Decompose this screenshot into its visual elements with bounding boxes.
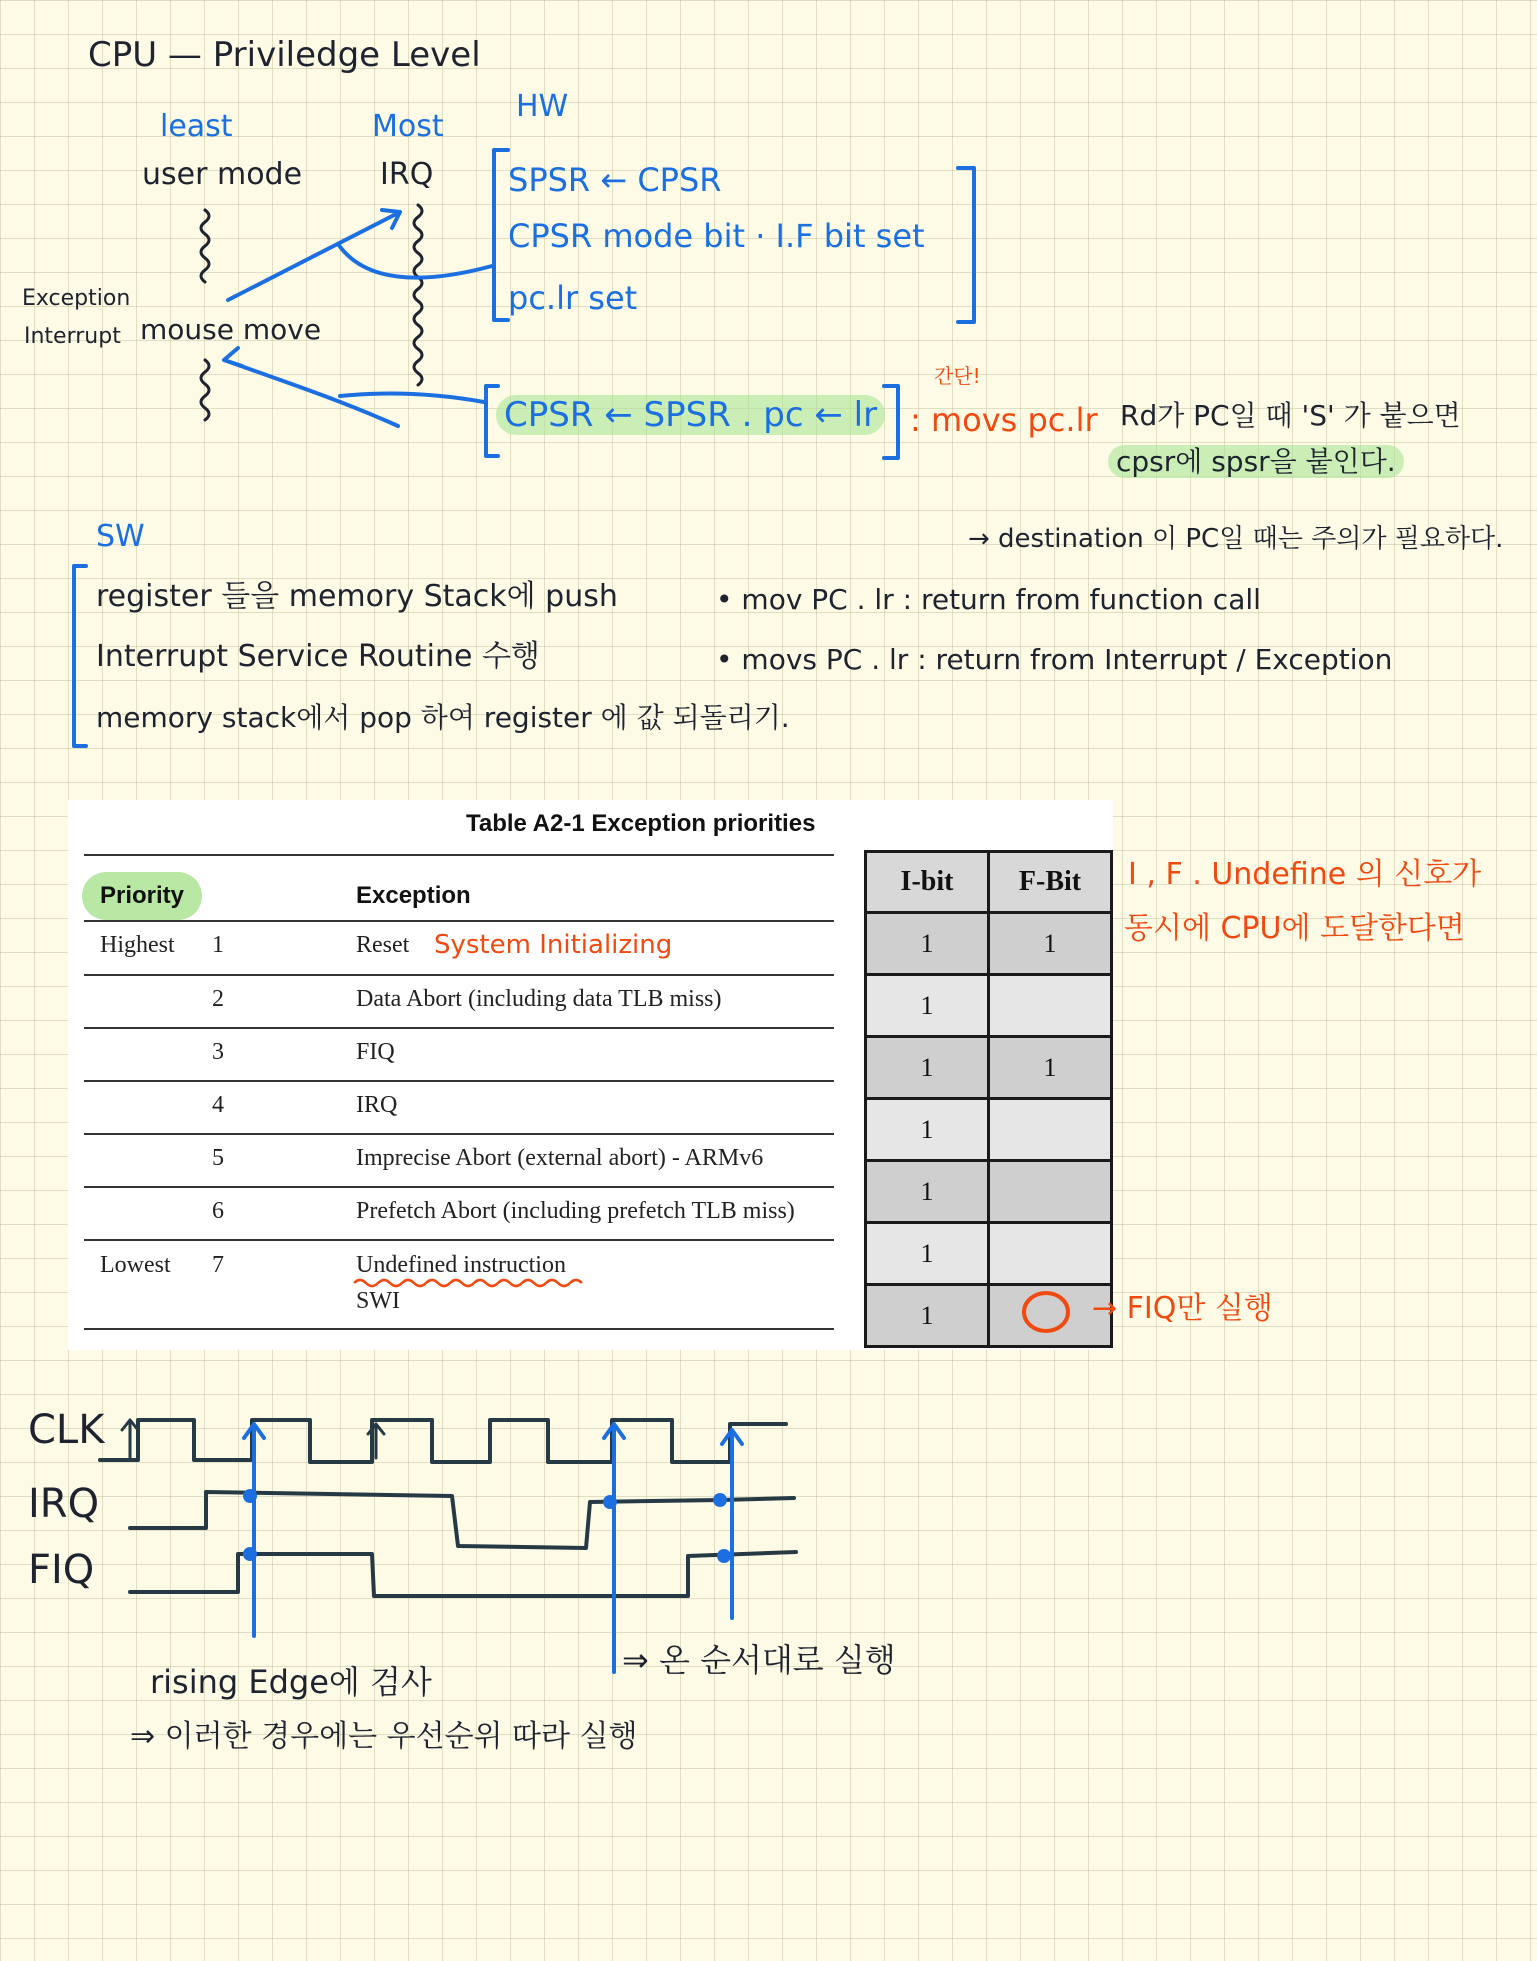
i-bit-cell: 1 — [866, 1223, 989, 1285]
arrival-order-note: ⇒ 온 순서대로 실행 — [622, 1641, 896, 1679]
table-caption: Table A2-1 Exception priorities — [466, 810, 816, 837]
priority-num: 6 — [212, 1198, 224, 1224]
if-note-2: 동시에 CPU에 도달한다면 — [1124, 911, 1465, 946]
i-bit-header: I-bit — [866, 852, 989, 913]
sw-label: SW — [96, 519, 145, 554]
f-bit-header: F-Bit — [989, 852, 1112, 913]
sample-dot — [603, 1495, 617, 1509]
rising-edge-marker-3 — [722, 1430, 742, 1618]
tick-mark-1 — [122, 1420, 138, 1460]
exception-name: FIQ — [356, 1039, 395, 1065]
exception-name: Imprecise Abort (external abort) - ARMv6 — [356, 1145, 764, 1171]
exception-label: Exception — [22, 286, 131, 311]
exception-name: Data Abort (including data TLB miss) — [356, 986, 722, 1012]
sw-step-3: memory stack에서 pop 하여 register 에 값 되돌리기. — [96, 701, 790, 734]
user-mode-label: user mode — [142, 157, 303, 192]
movs-line: • movs PC . lr : return from Interrupt / Exception — [716, 643, 1393, 676]
mouse-move-label: mouse move — [140, 313, 322, 346]
fiq-waveform — [130, 1552, 796, 1596]
i-bit-cell: 1 — [866, 1099, 989, 1161]
fiq-only-note: → FIQ만 실행 — [1092, 1291, 1273, 1326]
rising-edge-marker-1 — [244, 1424, 264, 1636]
gandan-note: 간단! — [934, 364, 981, 388]
rd-note-2-text: cpsr에 spsr을 붙인다. — [1108, 445, 1404, 478]
priority-num: 5 — [212, 1145, 224, 1171]
hw-step-3: pc.lr set — [508, 279, 638, 317]
fiq-signal-label: FIQ — [28, 1547, 95, 1593]
i-bit-cell: 1 — [866, 1161, 989, 1223]
hw-label: HW — [516, 89, 569, 124]
sample-dot — [243, 1489, 257, 1503]
swi-label: SWI — [356, 1288, 400, 1314]
movs-pc-lr: : movs pc.lr — [910, 401, 1098, 439]
exception-name: Prefetch Abort (including prefetch TLB miss) — [356, 1198, 795, 1224]
f-bit-cell: 1 — [989, 1037, 1112, 1099]
rd-note-1: Rd가 PC일 때 'S' 가 붙으면 — [1120, 399, 1461, 432]
least-label: least — [160, 109, 233, 144]
system-init-note: System Initializing — [434, 930, 673, 960]
priority-order-note: ⇒ 이러한 경우에는 우선순위 따라 실행 — [130, 1719, 638, 1754]
rising-edge-note: rising Edge에 검사 — [150, 1663, 432, 1701]
exception-name: Undefined instruction — [356, 1252, 566, 1278]
priority-num: 3 — [212, 1039, 224, 1065]
most-label: Most — [372, 109, 444, 144]
sw-step-2: Interrupt Service Routine 수행 — [96, 639, 540, 674]
sample-dot — [243, 1547, 257, 1561]
i-bit-cell: 1 — [866, 975, 989, 1037]
clk-waveform — [100, 1420, 786, 1462]
sample-dot — [713, 1493, 727, 1507]
col-exception-header: Exception — [356, 882, 471, 909]
priority-num: 1 — [212, 932, 224, 958]
i-bit-cell: 1 — [866, 1037, 989, 1099]
lowest-label: Lowest — [100, 1252, 171, 1278]
interrupt-label: Interrupt — [24, 324, 121, 349]
hw-step-2: CPSR mode bit · I.F bit set — [508, 217, 925, 255]
irq-waveform — [130, 1492, 794, 1548]
f-bit-cell: 1 — [989, 913, 1112, 975]
irq-signal-label: IRQ — [28, 1481, 100, 1527]
page-title: CPU — Priviledge Level — [88, 35, 481, 75]
mov-line: • mov PC . lr : return from function call — [716, 583, 1261, 616]
i-bit-cell: 1 — [866, 913, 989, 975]
i-bit-cell: 1 — [866, 1285, 989, 1347]
irq-mode-label: IRQ — [380, 157, 434, 192]
return-sequence-text: CPSR ← SPSR . pc ← lr — [496, 395, 885, 435]
priority-num: 7 — [212, 1252, 224, 1278]
sample-dot — [717, 1549, 731, 1563]
destination-note: → destination 이 PC일 때는 주의가 필요하다. — [968, 524, 1504, 554]
col-priority-header: Priority — [82, 872, 202, 920]
if-note-1: I , F . Undefine 의 신호가 — [1128, 857, 1482, 892]
sw-step-1: register 들을 memory Stack에 push — [96, 579, 618, 614]
exception-name: IRQ — [356, 1092, 398, 1118]
priority-num: 4 — [212, 1092, 224, 1118]
exception-name: Reset — [356, 932, 410, 958]
clk-label: CLK — [28, 1407, 105, 1453]
hw-step-1: SPSR ← CPSR — [508, 161, 722, 199]
highest-label: Highest — [100, 932, 175, 958]
priority-num: 2 — [212, 986, 224, 1012]
